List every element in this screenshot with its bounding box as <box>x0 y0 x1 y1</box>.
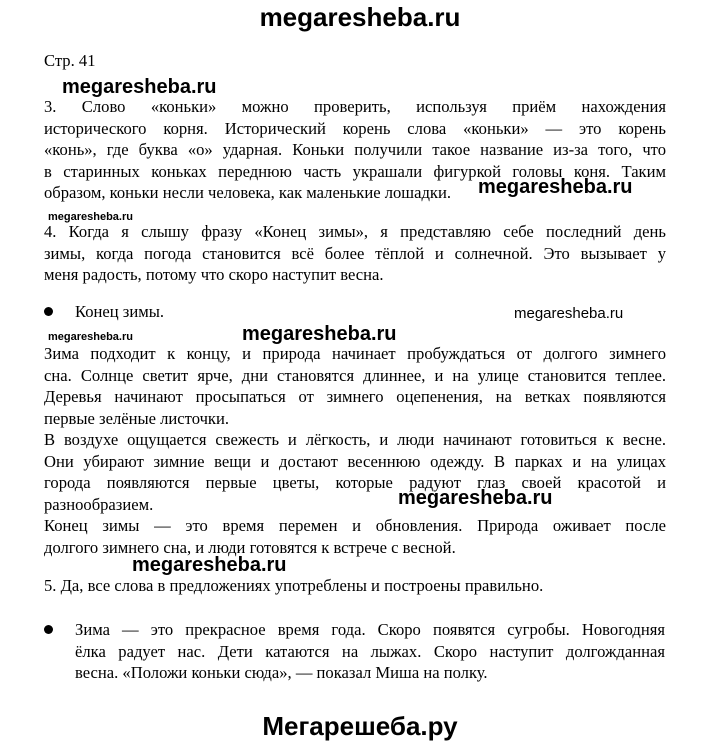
essay-line: Зима подходит к концу, и природа начинает пробуждаться от долгого зимнего <box>44 344 666 363</box>
answer-3-line: образом, коньки несли человека, как маленькие лошадки. <box>44 183 451 202</box>
page-reference: Стр. 41 <box>44 51 96 70</box>
answer-4 <box>44 221 666 286</box>
bullet-2-line: Зима — это прекрасное время года. Скоро появятся сугробы. Новогодняя <box>75 620 665 639</box>
bullet-1-text: Конец зимы. <box>75 302 165 321</box>
watermark: megaresheba.ru <box>132 554 287 576</box>
answer-4-line: меня радость, потому что скоро наступит весна. <box>44 265 384 284</box>
essay-line: Конец зимы — это время перемен и обновления. Природа оживает после <box>44 516 666 535</box>
answer-4-line: 4. Когда я слышу фразу «Конец зимы», я представляю себе последний день <box>44 222 666 241</box>
footer-watermark: Мегарешеба.ру <box>262 711 458 741</box>
bullet-2-line: весна. «Положи коньки сюда», — показал Миша на полку. <box>75 663 488 682</box>
header-watermark: megaresheba.ru <box>259 2 461 32</box>
answer-3-line: в старинных коньках переднюю часть украшали фигуркой головы коня. Таким <box>44 161 666 181</box>
essay <box>44 343 666 558</box>
bullet-icon <box>44 625 53 634</box>
essay-line: сна. Солнце светит ярче, дни становятся длиннее, и на улице становится теплее. <box>44 365 666 385</box>
watermark: megaresheba.ru <box>514 305 624 322</box>
watermark: megaresheba.ru <box>48 211 133 223</box>
answer-5: 5. Да, все слова в предложениях употреблены и построены правильно. <box>44 576 544 595</box>
bullet-icon <box>44 307 53 316</box>
essay-line: города появляются первые цветы, которые радуют глаз своей красотой и <box>44 473 666 492</box>
answer-4-line: зимы, когда погода становится всё более тёплой и солнечной. Это вызывает у <box>44 243 666 263</box>
bullet-2-line: ёлка радует нас. Дети катаются на лыжах. Скоро наступит долгожданная <box>75 641 665 661</box>
bullet-2 <box>75 619 665 684</box>
watermark: megaresheba.ru <box>48 331 133 343</box>
essay-line: В воздухе ощущается свежесть и лёгкость, и люди начинают готовиться к весне. <box>44 430 666 449</box>
essay-line: Деревья начинают просыпаться от зимнего оцепенения, на ветках появляются <box>44 387 666 406</box>
essay-line: первые зелёные листочки. <box>44 408 230 428</box>
watermark: megaresheba.ru <box>62 76 217 98</box>
watermark: megaresheba.ru <box>398 487 553 509</box>
answer-3-line: исторического корня. Исторический корень слова «коньки» — это корень <box>44 118 666 138</box>
essay-line: долгого зимнего сна, и люди готовятся к встрече с весной. <box>44 537 456 557</box>
watermark: megaresheba.ru <box>242 323 397 345</box>
essay-line: Они убирают зимние вещи и достают весеннюю одежду. В парках и на улицах <box>44 451 666 471</box>
essay-line: разнообразием. <box>44 494 154 514</box>
answer-3-line: 3. Слово «коньки» можно проверить, используя приём нахождения <box>44 97 666 116</box>
watermark: megaresheba.ru <box>478 176 633 198</box>
answer-3-line: «конь», где буква «о» ударная. Коньки получили такое название из-за того, что <box>44 140 666 159</box>
